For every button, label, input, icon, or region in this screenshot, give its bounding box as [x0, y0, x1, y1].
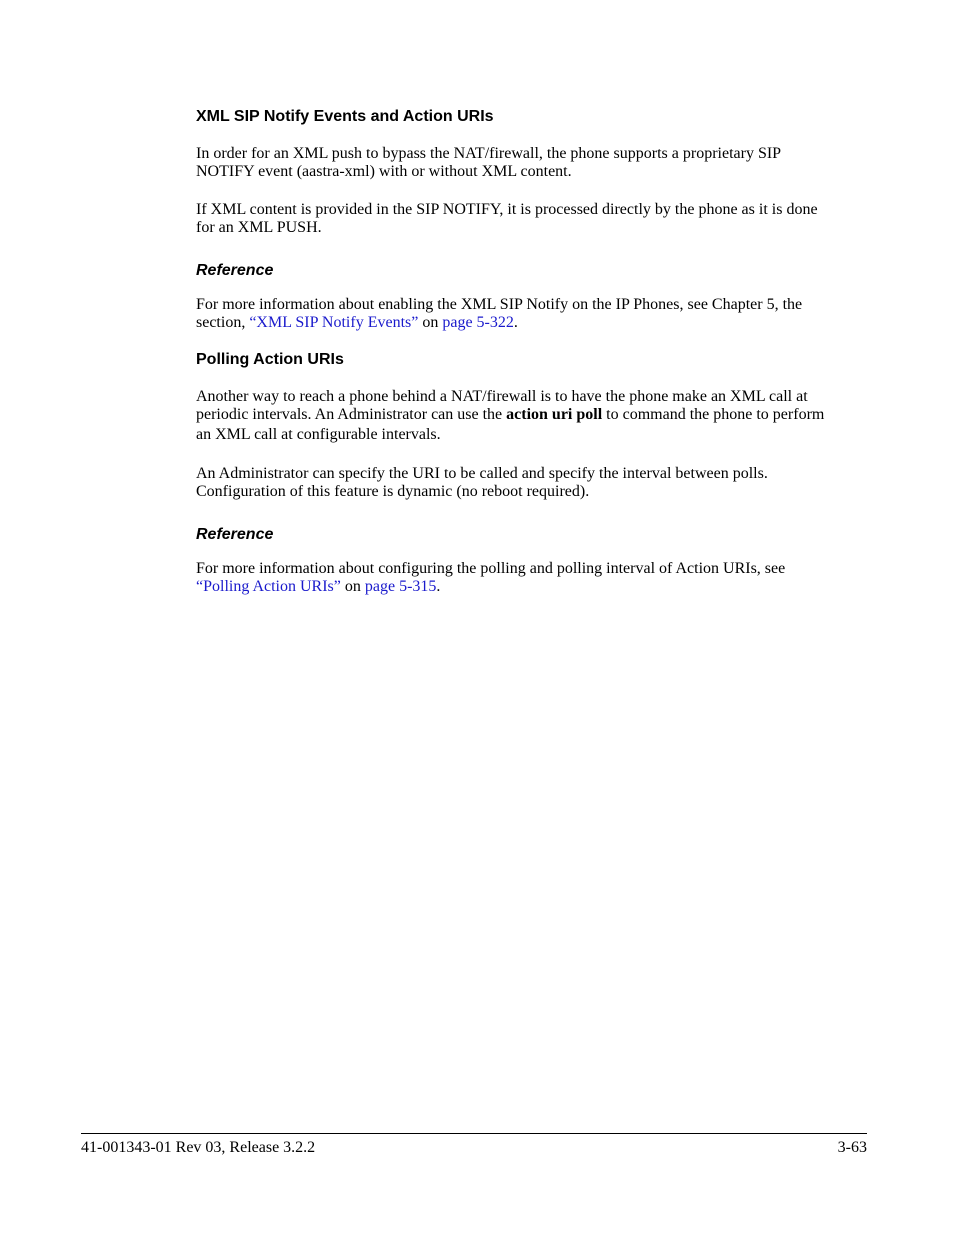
text-line: for an XML PUSH. — [196, 219, 322, 236]
text-line — [196, 314, 872, 332]
paragraph-reference-polling — [196, 560, 872, 596]
text-fragment: periodic intervals. An Administrator can use the — [196, 406, 507, 423]
link-page-5-322[interactable]: page 5-322 — [442, 314, 514, 331]
reference-heading: Reference — [196, 526, 274, 543]
bold-term-action-uri-poll: action uri poll — [506, 406, 603, 423]
reference-heading: Reference — [196, 262, 274, 279]
text-line — [196, 406, 872, 424]
paragraph-reference-xml-sip-notify — [196, 296, 872, 332]
footer-divider — [81, 1133, 867, 1134]
paragraph-xml-push-bypass — [196, 145, 872, 181]
link-polling-action-uris[interactable]: “Polling Action URIs” — [196, 578, 341, 595]
footer-document-id: 41-001343-01 Rev 03, Release 3.2.2 — [81, 1139, 316, 1156]
text-fragment: to command the phone to perform — [602, 406, 825, 423]
footer-page-number: 3-63 — [837, 1139, 867, 1156]
paragraph-polling-intro — [196, 388, 872, 446]
text-line: an XML call at configurable intervals. — [196, 426, 441, 443]
text-fragment: on — [418, 314, 443, 331]
text-line: Configuration of this feature is dynamic (no reboot required). — [196, 483, 590, 500]
section-heading-xml-sip-notify: XML SIP Notify Events and Action URIs — [196, 108, 494, 125]
text-fragment: . — [513, 314, 518, 331]
section-heading-polling-action-uris: Polling Action URIs — [196, 351, 344, 368]
paragraph-polling-config — [196, 465, 872, 501]
text-line: If XML content is provided in the SIP NOTIFY, it is processed directly by the phone as it is done — [196, 201, 818, 218]
text-line: In order for an XML push to bypass the NAT/firewall, the phone supports a proprietary SIP — [196, 145, 782, 162]
text-line: An Administrator can specify the URI to be called and specify the interval between polls. — [196, 465, 768, 482]
text-fragment: section, — [196, 314, 250, 331]
paragraph-xml-content — [196, 201, 872, 237]
link-page-5-315[interactable]: page 5-315 — [364, 578, 437, 595]
text-line: Another way to reach a phone behind a NAT/firewall is to have the phone make an XML call at — [196, 388, 808, 405]
text-line: NOTIFY event (aastra-xml) with or without XML content. — [196, 163, 572, 180]
text-fragment: . — [436, 578, 441, 595]
text-line: For more information about configuring the polling and polling interval of Action URIs, see — [196, 560, 786, 577]
link-xml-sip-notify-events[interactable]: “XML SIP Notify Events” — [249, 314, 419, 331]
text-line — [196, 578, 872, 596]
text-fragment: on — [340, 578, 365, 595]
text-line: For more information about enabling the XML SIP Notify on the IP Phones, see Chapter 5, the — [196, 296, 803, 313]
